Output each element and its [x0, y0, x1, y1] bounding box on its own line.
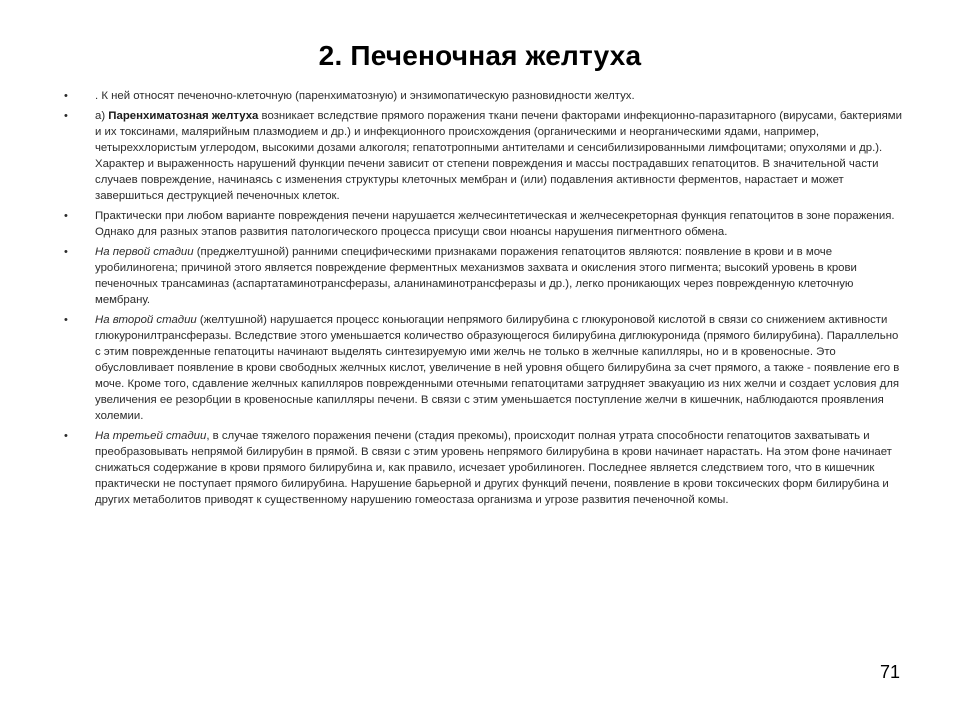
- bullet-text: , в случае тяжелого поражения печени (стадия прекомы), происходит полная утрата способности гепатоцитов захватывать и преобразовывать непрямой билирубин в прямой. В связи с этим уровень непрямого билирубина в крови начинает нарастать. На этом фоне начинает снижаться содержание в крови прямого билирубина и, как правило, исчезает уробилиноген. Последнее является следствием того, что в кишечник практически не поступает прямого билирубина. Нарушение барьерной и других функций печени, появление в крови токсических форм билирубина и других метаболитов приводят к существенному нарушению гомеостаза организма и угрозе развития печеночной комы.: [95, 430, 892, 506]
- bullet-icon: •: [64, 110, 68, 122]
- bullet-item-1: [64, 88, 904, 104]
- bullet-bold-term: Паренхиматозная желтуха: [108, 110, 259, 122]
- bullet-list: [64, 88, 904, 512]
- bullet-text: Практически при любом варианте повреждения печени нарушается желчесинтетическая и желчесекреторная функция гепатоцитов в зоне поражения. Однако для разных этапов развития патологического процесса присущи свои нюансы нарушения пигментного обмена.: [95, 210, 895, 238]
- bullet-icon: •: [64, 246, 68, 258]
- bullet-icon: •: [64, 90, 68, 102]
- bullet-italic-term: На третьей стадии: [95, 430, 207, 442]
- bullet-icon: •: [64, 430, 68, 442]
- bullet-italic-term: На второй стадии: [95, 314, 197, 326]
- bullet-item-3: [64, 208, 904, 240]
- bullet-italic-term: На первой стадии: [95, 246, 194, 258]
- bullet-text: (преджелтушной) ранними специфическими признаками поражения гепатоцитов являются: появление в крови и в моче уробилиногена; причиной этого является повреждение ферментных механизмов захвата и окисления этого пигмента; высокий уровень в крови печеночных трансаминаз (аспартатаминотрансферазы, аланинаминотрансферазы и др.), легко проникающих через поврежденную клеточную мембрану.: [95, 246, 857, 306]
- page-number: 71: [879, 662, 900, 682]
- bullet-prefix: а): [95, 110, 109, 122]
- bullet-text: (желтушной) нарушается процесс коньюгации непрямого билирубина с глюкуроновой кислотой в связи со снижением активности глюкуронилтрансферазы. Вследствие этого уменьшается количество образующегося билирубина диглюкуронида (прямого билирубина). Параллельно с этим поврежденные гепатоциты начинают выделять синтезируемую ими желчь не только в желчные капилляры, но и в кровеносные. Это обусловливает появление в крови свободных желчных кислот, увеличение в ней уровня общего билирубина за счет прямого, а также - появление его в моче. Кроме того, сдавление желчных капилляров поврежденными отечными гепатоцитами затрудняет эвакуацию из них желчи и создает условия для увеличения ее резорбции в кровеносные капилляры печени. В связи с этим уменьшается поступление желчи в кишечник, наблюдаются проявления холемии.: [95, 314, 900, 422]
- slide-title: 2. Печеночная желтуха: [318, 40, 642, 71]
- bullet-icon: •: [64, 210, 68, 222]
- bullet-text: возникает вследствие прямого поражения ткани печени факторами инфекционно-паразитарного (вирусами, бактериями и их токсинами, малярийным плазмодием и др.) и инфекционного происхождения (органическими и неорганическими ядами, например, четыреххлористым углеродом, высокими дозами алкоголя; гепатотропными антителами и сенсибилизированными лимфоцитами; опухолями и др.). Характер и выраженность нарушений функции печени зависит от степени повреждения и массы пострадавших гепатоцитов. В значительной части случаев повреждение, начинаясь с изменения структуры клеточных мембран и (или) подавления активности ферментов, нарастает и может завершиться деструкцией печеночных клеток.: [95, 110, 903, 202]
- bullet-item-6: [64, 428, 904, 508]
- bullet-item-4: [64, 244, 904, 308]
- bullet-item-2: [64, 108, 904, 204]
- bullet-item-5: [64, 312, 904, 424]
- bullet-text: . К ней относят печеночно-клеточную (паренхиматозную) и энзимопатическую разновидности желтух.: [95, 90, 635, 102]
- bullet-icon: •: [64, 314, 68, 326]
